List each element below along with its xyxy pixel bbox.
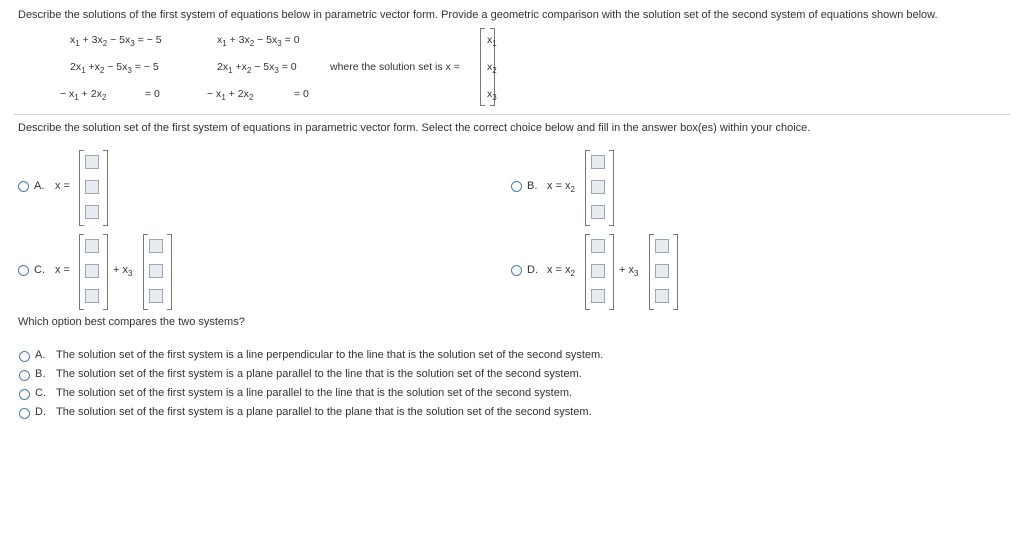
option-c-vec2-input-1[interactable] (149, 239, 163, 253)
option-a-input-1[interactable] (85, 155, 99, 169)
option-c-vec1-input-1[interactable] (85, 239, 99, 253)
option-c-bracket1-right (103, 234, 108, 310)
option-c-prefix: x = (55, 264, 70, 276)
option-c-vec1-input-2[interactable] (85, 264, 99, 278)
part2-option-d-radio[interactable] (19, 408, 30, 419)
divider (14, 114, 1010, 115)
option-b-input-1[interactable] (591, 155, 605, 169)
vector-entry-2: $x_2$ (487, 61, 497, 75)
vector-entry-3: $x_3$ (487, 88, 497, 102)
option-d-bracket1-right (609, 234, 614, 310)
part2-option-d-letter: D. (35, 406, 46, 418)
option-c-radio[interactable] (18, 265, 29, 276)
option-d-bracket2-right (673, 234, 678, 310)
option-b-input-3[interactable] (591, 205, 605, 219)
option-b-letter: B. (527, 180, 538, 192)
option-c-plus: + $x_3$ (113, 264, 133, 278)
part2-option-c-letter: C. (35, 387, 46, 399)
vector-bracket-left (480, 28, 485, 106)
option-b-prefix: $x = x_2$ (547, 180, 575, 194)
system2-eq3: − $x_1 + 2x_2$ (207, 88, 254, 102)
option-b-bracket-right (609, 150, 614, 226)
option-c-bracket2-right (167, 234, 172, 310)
system1-eq3-rhs: = 0 (145, 88, 160, 100)
option-a-bracket-right (103, 150, 108, 226)
option-a-prefix: x = (55, 180, 70, 192)
option-d-letter: D. (527, 264, 538, 276)
part2-option-b-radio[interactable] (19, 370, 30, 381)
option-a-input-3[interactable] (85, 205, 99, 219)
system2-eq1: $x_1 + 3x_2 - 5x_3 = 0$ (217, 34, 300, 48)
part2-prompt: Which option best compares the two systems? (18, 316, 245, 328)
option-b-radio[interactable] (511, 181, 522, 192)
option-c-bracket1-left (79, 234, 84, 310)
system1-eq2: $2x_1 +x_2 - 5x_3$ = − 5 (70, 61, 159, 75)
option-b-input-2[interactable] (591, 180, 605, 194)
option-b-bracket-left (585, 150, 590, 226)
system1-eq3: − $x_1 + 2x_2$ (60, 88, 107, 102)
part2-option-a-radio[interactable] (19, 351, 30, 362)
option-a-input-2[interactable] (85, 180, 99, 194)
option-c-vec1-input-3[interactable] (85, 289, 99, 303)
option-d-bracket2-left (649, 234, 654, 310)
system2-eq3-rhs: = 0 (294, 88, 309, 100)
where-text: where the solution set is x = (330, 61, 460, 73)
part1-prompt: Describe the solution set of the first system of equations in parametric vector form. Select the correct choice below and fill in the answer box(es) within your choice. (18, 122, 811, 134)
part2-option-c-text: The solution set of the first system is a line parallel to the line that is the solution set of the second system. (56, 387, 573, 399)
system2-eq2: $2x_1 +x_2 - 5x_3 = 0$ (217, 61, 297, 75)
option-d-radio[interactable] (511, 265, 522, 276)
option-c-vec2-input-3[interactable] (149, 289, 163, 303)
option-d-vec2-input-3[interactable] (655, 289, 669, 303)
option-d-vec1-input-1[interactable] (591, 239, 605, 253)
part2-option-a-letter: A. (35, 349, 46, 361)
option-d-vec2-input-1[interactable] (655, 239, 669, 253)
option-d-vec1-input-3[interactable] (591, 289, 605, 303)
option-d-bracket1-left (585, 234, 590, 310)
system1-eq1: $x_1 + 3x_2 - 5x_3$ = − 5 (70, 34, 162, 48)
option-a-letter: A. (34, 180, 45, 192)
option-a-radio[interactable] (18, 181, 29, 192)
option-c-vec2-input-2[interactable] (149, 264, 163, 278)
option-d-prefix: $x = x_2$ (547, 264, 575, 278)
part2-option-a-text: The solution set of the first system is a line perpendicular to the line that is the solution set of the second system. (56, 349, 604, 361)
part2-option-b-text: The solution set of the first system is a plane parallel to the line that is the solution set of the second system. (56, 368, 582, 380)
part2-option-c-radio[interactable] (19, 389, 30, 400)
option-d-vec2-input-2[interactable] (655, 264, 669, 278)
vector-entry-1: $x_1$ (487, 34, 497, 48)
option-c-bracket2-left (143, 234, 148, 310)
option-d-vec1-input-2[interactable] (591, 264, 605, 278)
option-c-letter: C. (34, 264, 45, 276)
part2-option-b-letter: B. (35, 368, 46, 380)
question-intro: Describe the solutions of the first system of equations below in parametric vector form. Provide a geometric comparison with the solution set of the second system of equations shown below. (18, 9, 938, 21)
option-d-plus: + $x_3$ (619, 264, 639, 278)
part2-option-d-text: The solution set of the first system is a plane parallel to the plane that is the solution set of the second system. (56, 406, 592, 418)
option-a-bracket-left (79, 150, 84, 226)
